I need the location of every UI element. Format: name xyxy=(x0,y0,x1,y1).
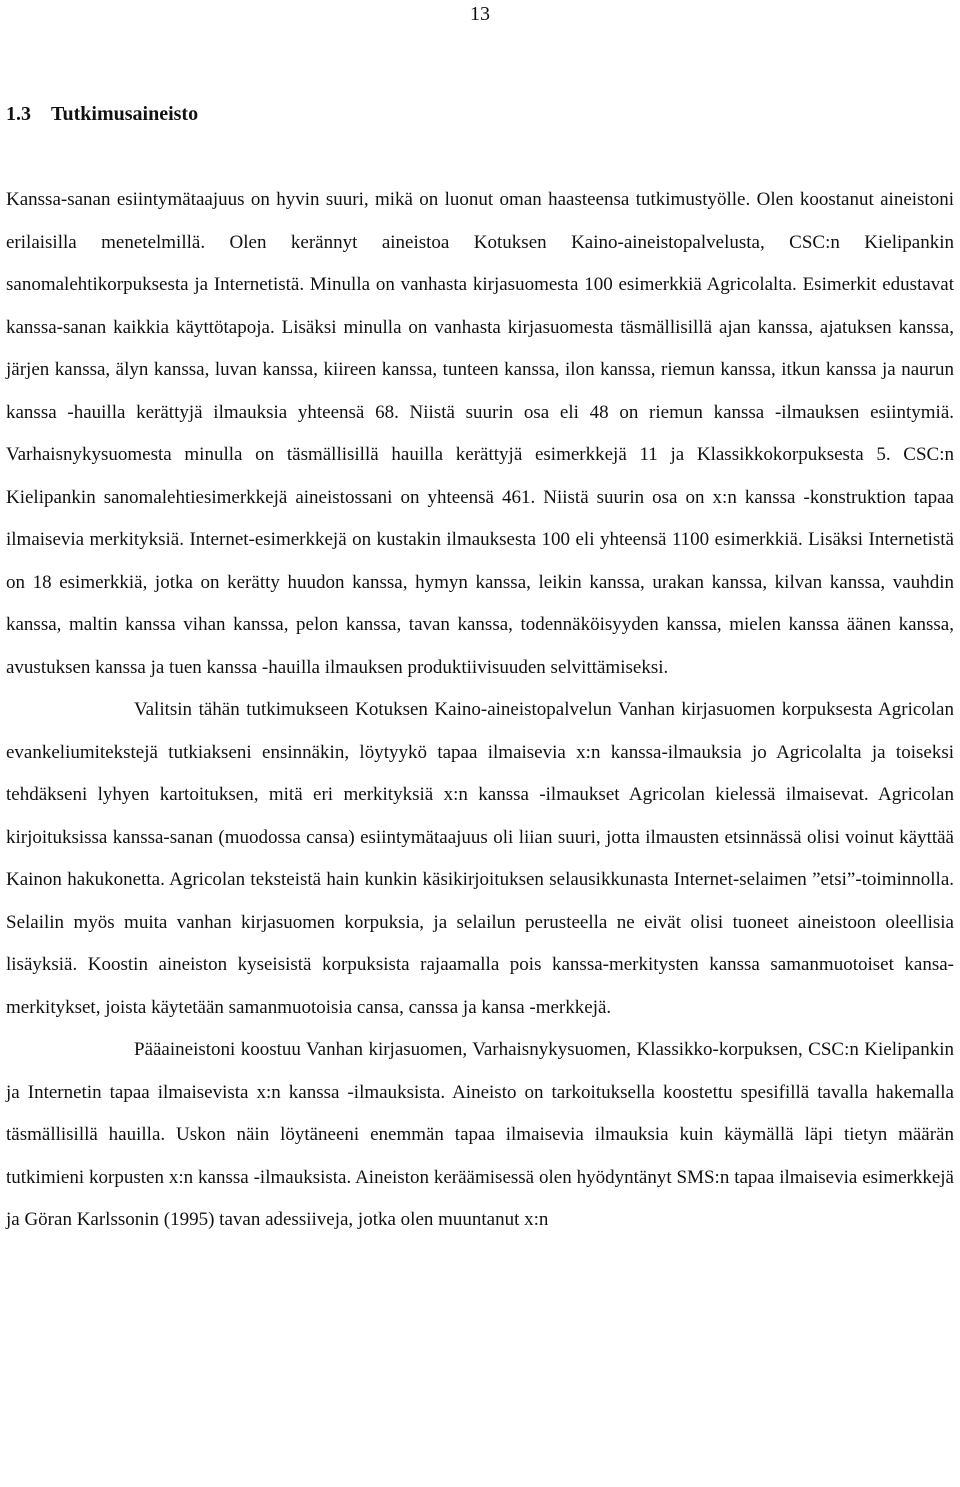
paragraph-3: Pääaineistoni koostuu Vanhan kirjasuomen, Varhaisnykysuomen, Klassikko-korpuksen, CSC:n Kielipankin ja Internetin tapaa ilmaisevista x:n kanssa -ilmauksista. Aineisto on tarkoituksella koostettu spesifillä tavalla hakemalla täsmällisillä hauilla. Uskon näin löytäneeni enemmän tapaa ilmaisevia ilmauksia kuin käymällä läpi tietyn määrän tutkimieni korpusten x:n kanssa -ilmauksista. Aineiston keräämisessä olen hyödyntänyt SMS:n tapaa ilmaisevia esimerkkejä ja Göran Karlssonin (1995) tavan adessiiveja, jotka olen muuntanut x:n xyxy=(6,1039,954,1230)
body-text xyxy=(6,179,954,1242)
paragraph-2: Valitsin tähän tutkimukseen Kotuksen Kaino-aineistopalvelun Vanhan kirjasuomen korpuksesta Agricolan evankeliumitekstejä tutkiakseni ensinnäkin, löytyykö tapaa ilmaisevia x:n kanssa-ilmauksia jo Agricolalta ja toiseksi tehdäkseni lyhyen kartoituksen, mitä eri merkityksiä x:n kanssa -ilmaukset Agricolan kielessä ilmaisevat. Agricolan kirjoituksissa kanssa-sanan (muodossa cansa) esiintymätaajuus oli liian suuri, jotta ilmausten etsinnässä olisi voinut käyttää Kainon hakukonetta. Agricolan teksteistä hain kunkin käsikirjoituksen selausikkunasta Internet-selaimen ”etsi”-toiminnolla. Selailin myös muita vanhan kirjasuomen korpuksia, ja selailun perusteella ne eivät olisi tuoneet aineistoon oleellisia lisäyksiä. Koostin aineiston kyseisistä korpuksista rajaamalla pois kanssa-merkitysten kanssa samanmuotoiset kansa-merkitykset, joista käytetään samanmuotoisia cansa, canssa ja kansa -merkkejä. xyxy=(6,699,954,1018)
section-title: Tutkimusaineisto xyxy=(51,103,199,125)
page-number: 13 xyxy=(470,3,490,25)
paragraph-1: Kanssa-sanan esiintymätaajuus on hyvin suuri, mikä on luonut oman haasteensa tutkimustyölle. Olen koostanut aineistoni erilaisilla menetelmillä. Olen kerännyt aineistoa Kotuksen Kaino-aineistopalvelusta, CSC:n Kielipankin sanomalehtikorpuksesta ja Internetistä. Minulla on vanhasta kirjasuomesta 100 esimerkkiä Agricolalta. Esimerkit edustavat kanssa-sanan kaikkia käyttötapoja. Lisäksi minulla on vanhasta kirjasuomesta täsmällisillä ajan kanssa, ajatuksen kanssa, järjen kanssa, älyn kanssa, luvan kanssa, kiireen kanssa, tunteen kanssa, ilon kanssa, riemun kanssa, itkun kanssa ja naurun kanssa -hauilla kerättyjä ilmauksia yhteensä 68. Niistä suurin osa eli 48 on riemun kanssa -ilmauksen esiintymiä. Varhaisnykysuomesta minulla on täsmällisillä hauilla kerättyjä esimerkkejä 11 ja Klassikkokorpuksesta 5. CSC:n Kielipankin sanomalehtiesimerkkejä aineistossani on yhteensä 461. Niistä suurin osa on x:n kanssa -konstruktion tapaa ilmaisevia merkityksiä. Internet-esimerkkejä on kustakin ilmauksesta 100 eli yhteensä 1100 esimerkkiä. Lisäksi Internetistä on 18 esimerkkiä, jotka on kerätty huudon kanssa, hymyn kanssa, leikin kanssa, urakan kanssa, kilvan kanssa, vauhdin kanssa, maltin kanssa vihan kanssa, pelon kanssa, tavan kanssa, todennäköisyyden kanssa, mielen kanssa äänen kanssa, avustuksen kanssa ja tuen kanssa -hauilla ilmauksen produktiivisuuden selvittämiseksi. xyxy=(6,189,954,678)
section-heading xyxy=(6,102,198,126)
section-number: 1.3 xyxy=(6,103,31,125)
